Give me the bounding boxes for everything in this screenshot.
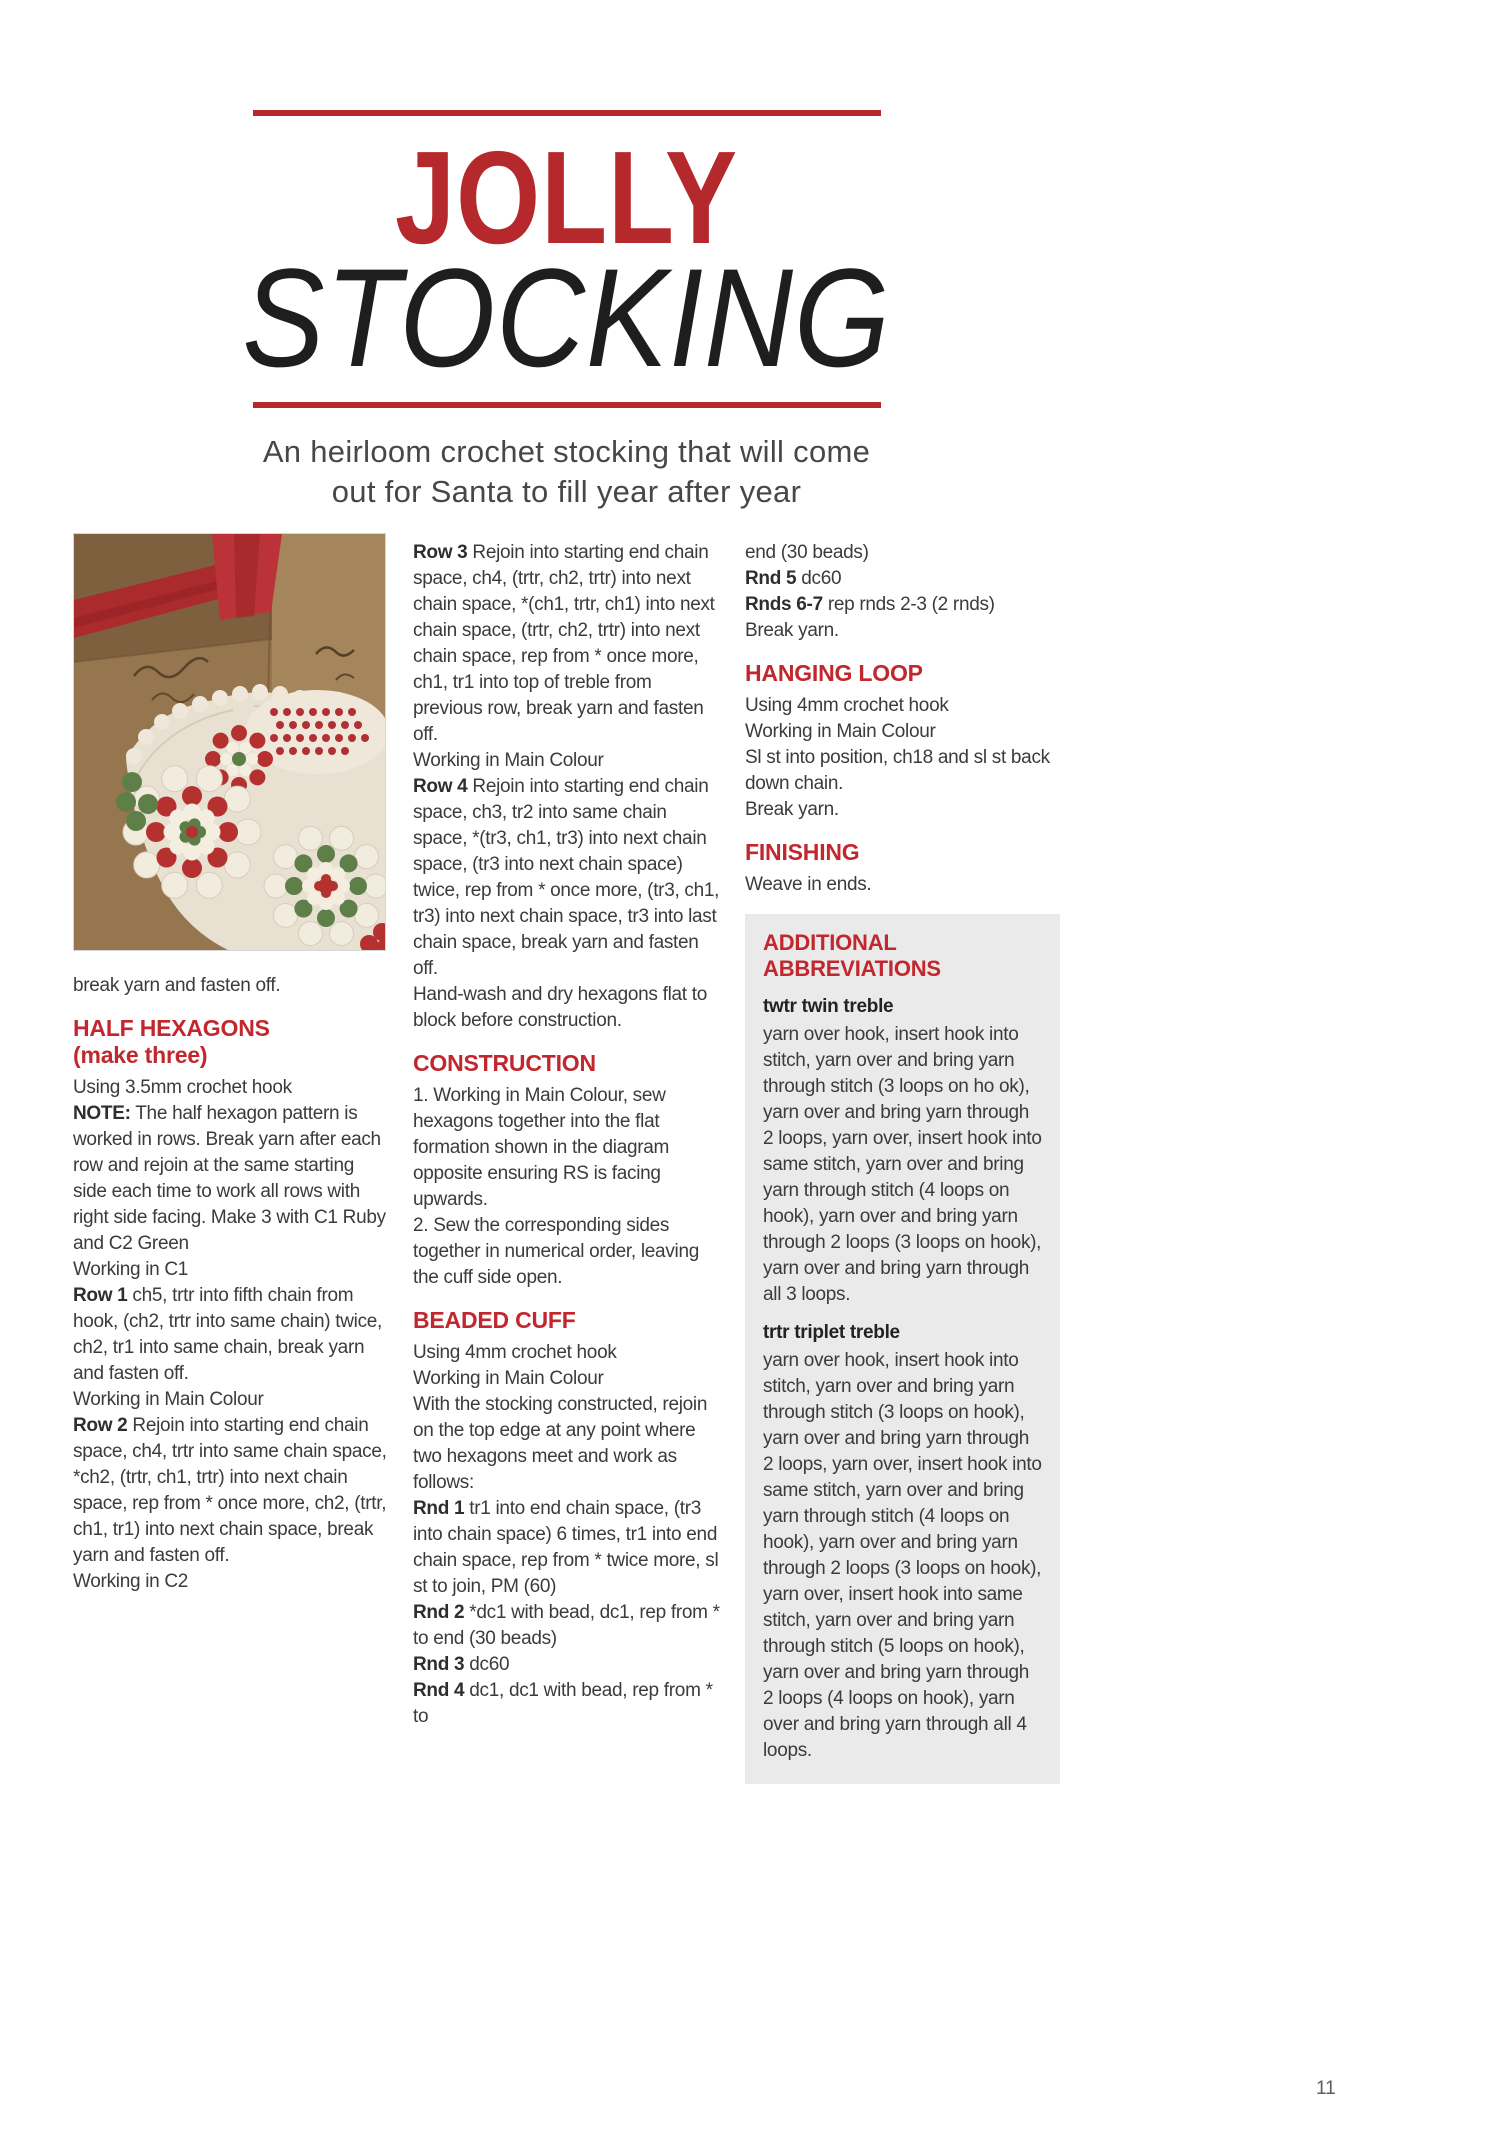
- instruction-text: With the stocking constructed, rejoin on the top edge at any point where two hexagons meet and work as follows:: [413, 1394, 708, 1493]
- top-rule: [253, 110, 881, 116]
- instruction-text: The half hexagon pattern is worked in rows. Break yarn after each row and rejoin at the same starting side each time to work all rows with right side facing. Make 3 with C1 Ruby and C2 Green: [73, 1103, 386, 1254]
- instruction-text: end (30 beads): [745, 542, 869, 563]
- pattern-paragraph: [745, 540, 1060, 566]
- pattern-paragraph: [73, 1283, 388, 1387]
- instruction-text: Rejoin into starting end chain space, ch4, (trtr, ch2, trtr) into next chain space, *(ch1, trtr, ch1) into next chain space, (trtr, ch2, trtr) into next chain space, rep from * once more, ch1, tr1 into top of treble from previous row, break yarn and fasten off.: [413, 542, 715, 745]
- article-standfirst: [73, 432, 1060, 512]
- section-heading-line: HALF HEXAGONS: [73, 1015, 270, 1041]
- column-left: [73, 533, 388, 1595]
- pattern-paragraph: [745, 719, 1060, 745]
- standfirst-line1: An heirloom crochet stocking that will come: [262, 434, 871, 469]
- instruction-label: NOTE:: [73, 1103, 131, 1124]
- abbreviation-definition: yarn over hook, insert hook into stitch, yarn over and bring yarn through stitch (3 loops on hook), yarn over and bring yarn through 2 loops, yarn over, insert hook into same stitch, yarn over and bring yarn through stitch (4 loops on hook), yarn over and bring yarn through 2 loops (3 loops on hook), yarn over, insert hook into same stitch, yarn over and bring yarn through stitch (5 loops on hook), yarn over and bring yarn through 2 loops (4 loops on hook), yarn over and bring yarn through all 4 loops.: [763, 1350, 1042, 1761]
- instruction-text: 1. Working in Main Colour, sew hexagons together into the flat formation shown in the diagram opposite ensuring RS is facing upwards.: [413, 1085, 670, 1210]
- pattern-paragraph: [413, 1496, 725, 1600]
- instruction-text: Break yarn.: [745, 799, 839, 820]
- pattern-paragraph: [413, 1600, 725, 1652]
- instruction-text: Using 4mm crochet hook: [413, 1342, 617, 1363]
- instruction-label: Rnd 4: [413, 1680, 465, 1701]
- instruction-text: Hand-wash and dry hexagons flat to block before construction.: [413, 984, 707, 1031]
- pattern-paragraph: [413, 774, 725, 982]
- instruction-label: Rnd 5: [745, 568, 797, 589]
- section-heading-line: CONSTRUCTION: [413, 1050, 596, 1076]
- instruction-text: Working in Main Colour: [413, 1368, 604, 1389]
- pattern-paragraph: [413, 1652, 725, 1678]
- pattern-paragraph: [413, 1083, 725, 1213]
- instruction-text: *dc1 with bead, dc1, rep from * to end (30 beads): [413, 1602, 720, 1649]
- instruction-text: Working in C2: [73, 1571, 189, 1592]
- instruction-label: Rnd 1: [413, 1498, 465, 1519]
- section-heading-line: HANGING LOOP: [745, 660, 923, 686]
- photo-illustration: [74, 534, 386, 951]
- abbreviation-definition: yarn over hook, insert hook into stitch, yarn over and bring yarn through stitch (3 loops on ho ok), yarn over and bring yarn through 2 loops, yarn over, insert hook into same stitch, yarn over and bring yarn through stitch (4 loops on hook), yarn over and bring yarn through 2 loops (3 loops on hook), yarn over and bring yarn through all 3 loops.: [763, 1024, 1042, 1305]
- pattern-paragraph: [745, 872, 1060, 898]
- column-right: [745, 540, 1060, 1784]
- pattern-paragraph: [73, 1257, 388, 1283]
- instruction-text: Working in Main Colour: [73, 1389, 264, 1410]
- section-heading: [413, 1050, 725, 1077]
- instruction-text: Weave in ends.: [745, 874, 872, 895]
- instruction-label: Row 2: [73, 1415, 128, 1436]
- pattern-paragraph: [73, 1413, 388, 1569]
- instruction-text: ch5, trtr into fifth chain from hook, (ch2, trtr into same chain) twice, ch2, tr1 into same chain, break yarn and fasten off.: [73, 1285, 383, 1384]
- pattern-paragraph: [745, 745, 1060, 797]
- section-heading: [745, 839, 1060, 866]
- pattern-paragraph: [73, 1101, 388, 1257]
- instruction-text: rep rnds 2-3 (2 rnds): [822, 594, 995, 615]
- section-heading-line: (make three): [73, 1042, 208, 1068]
- abbreviations-heading: ADDITIONAL ABBREVIATIONS: [763, 930, 941, 981]
- instruction-label: Row 3: [413, 542, 468, 563]
- pattern-paragraph: [745, 618, 1060, 644]
- page-number: 11: [1316, 2078, 1336, 2099]
- instruction-label: Rnds 6-7: [745, 594, 823, 615]
- instruction-text: dc1, dc1 with bead, rep from * to: [413, 1680, 713, 1727]
- pattern-paragraph: [73, 973, 388, 999]
- standfirst-line2: out for Santa to fill year after year: [331, 474, 802, 509]
- pattern-paragraph: [413, 1366, 725, 1392]
- article-title-line2: STOCKING: [242, 239, 891, 396]
- instruction-text: Break yarn.: [745, 620, 839, 641]
- pattern-paragraph: [745, 693, 1060, 719]
- pattern-paragraph: [413, 1213, 725, 1291]
- instruction-text: dc60: [464, 1654, 510, 1675]
- pattern-paragraph: [73, 1075, 388, 1101]
- instruction-text: Working in C1: [73, 1259, 189, 1280]
- pattern-paragraph: [745, 592, 1060, 618]
- pattern-paragraph: [73, 1387, 388, 1413]
- pattern-paragraph: [413, 982, 725, 1034]
- bottom-rule: [253, 402, 881, 408]
- instruction-text: Using 3.5mm crochet hook: [73, 1077, 292, 1098]
- pattern-paragraph: [745, 566, 1060, 592]
- pattern-paragraph: [413, 1392, 725, 1496]
- instruction-text: break yarn and fasten off.: [73, 975, 281, 996]
- section-heading-line: BEADED CUFF: [413, 1307, 576, 1333]
- instruction-text: Rejoin into starting end chain space, ch3, tr2 into same chain space, *(tr3, ch1, tr3) into next chain space, (tr3 into next chain space) twice, rep from * once more, (tr3, ch1, tr3) into next chain space, tr3 into last chain space, break yarn and fasten off.: [413, 776, 720, 979]
- instruction-text: tr1 into end chain space, (tr3 into chain space) 6 times, tr1 into end chain space, rep from * twice more, sl st to join, PM (60): [413, 1498, 719, 1597]
- instruction-text: Using 4mm crochet hook: [745, 695, 949, 716]
- article-title-line1: JOLLY: [395, 124, 738, 271]
- pattern-paragraph: [745, 797, 1060, 823]
- instruction-label: Rnd 3: [413, 1654, 465, 1675]
- left-column-text: [73, 973, 388, 1595]
- section-heading: [73, 1015, 388, 1069]
- section-heading-line: FINISHING: [745, 839, 860, 865]
- crochet-photo: [73, 533, 386, 951]
- abbreviation-term: trtr triplet treble: [763, 1322, 900, 1343]
- instruction-text: Working in Main Colour: [413, 750, 604, 771]
- instruction-text: Sl st into position, ch18 and sl st back down chain.: [745, 747, 1050, 794]
- pattern-paragraph: [73, 1569, 388, 1595]
- section-heading: [413, 1307, 725, 1334]
- instruction-label: Rnd 2: [413, 1602, 465, 1623]
- pattern-paragraph: [413, 540, 725, 748]
- abbreviations-box: [745, 914, 1060, 1784]
- article-header: [73, 110, 1060, 512]
- pattern-paragraph: [413, 748, 725, 774]
- instruction-label: Row 4: [413, 776, 468, 797]
- pattern-paragraph: [413, 1678, 725, 1730]
- instruction-text: 2. Sew the corresponding sides together in numerical order, leaving the cuff side open.: [413, 1215, 699, 1288]
- column-middle: [413, 540, 725, 1730]
- abbreviation-term: twtr twin treble: [763, 996, 894, 1017]
- instruction-text: dc60: [796, 568, 842, 589]
- pattern-paragraph: [413, 1340, 725, 1366]
- instruction-label: Row 1: [73, 1285, 128, 1306]
- section-heading: [745, 660, 1060, 687]
- instruction-text: Working in Main Colour: [745, 721, 936, 742]
- instruction-text: Rejoin into starting end chain space, ch4, trtr into same chain space, *ch2, (trtr, ch1, trtr) into next chain space, rep from * once more, ch2, (trtr, ch1, tr1) into next chain space, break yarn and fasten off.: [73, 1415, 387, 1566]
